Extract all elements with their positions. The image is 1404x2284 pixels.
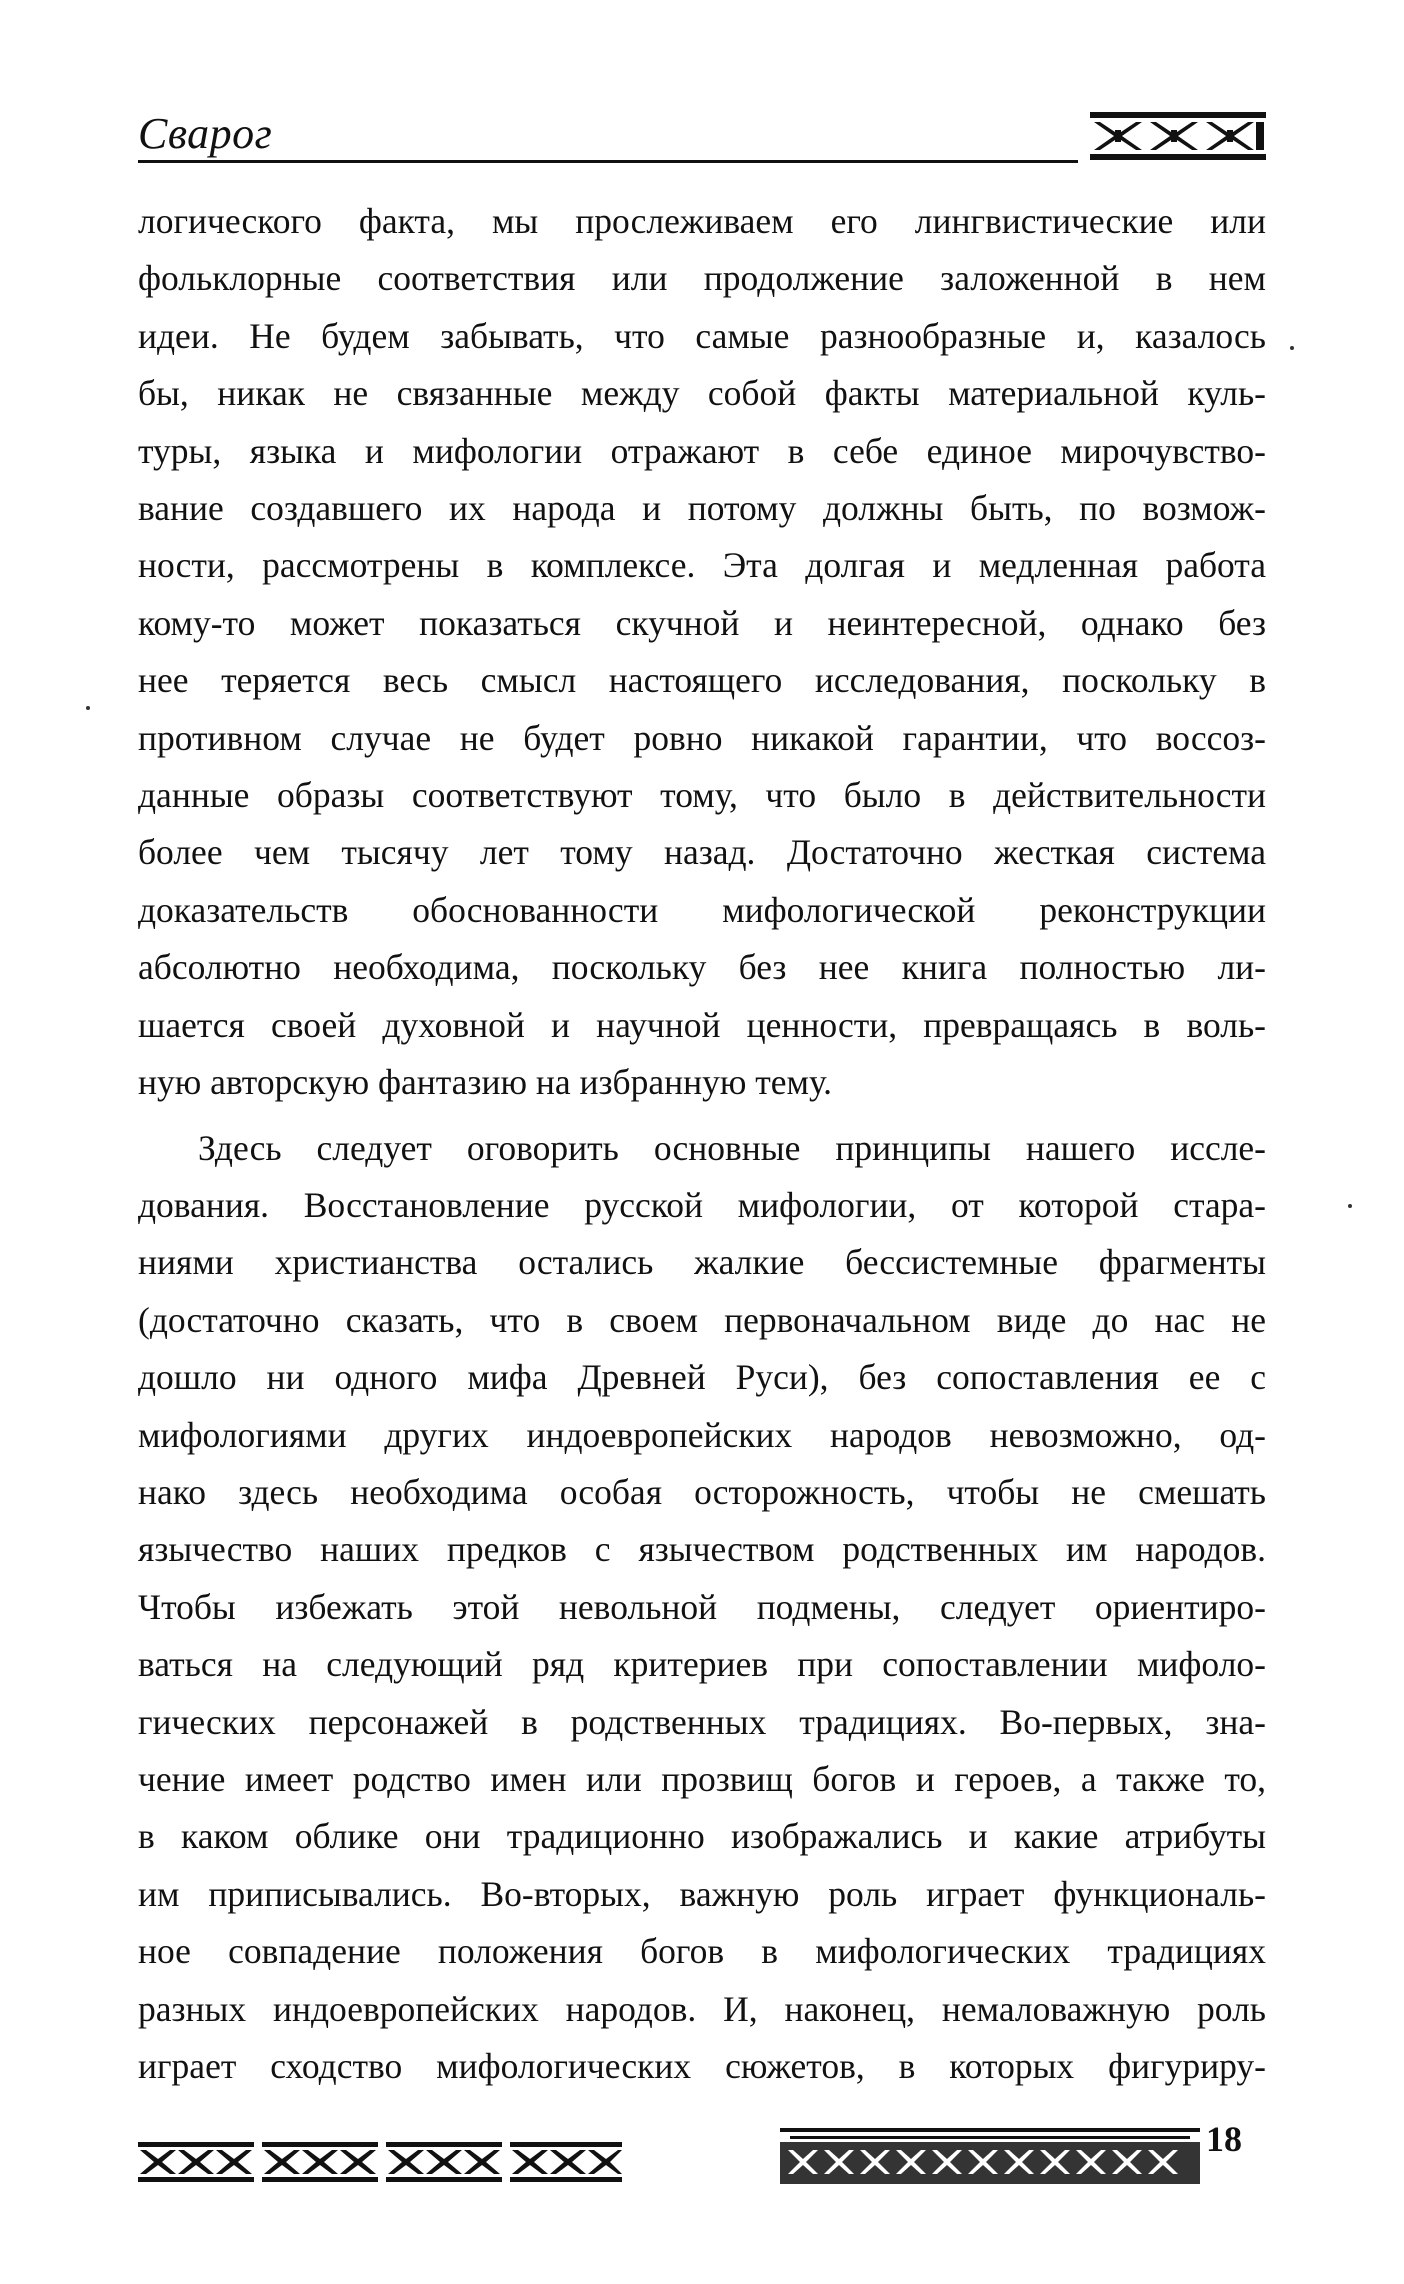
text-line: ное совпадение положения богов в мифологических традициях — [138, 1931, 1266, 1972]
text-line: им приписывались. Во-вторых, важную роль играет функциональ- — [138, 1873, 1266, 1914]
page-number: 18 — [1206, 2119, 1242, 2159]
text-line: разных индоевропейских народов. И, наконец, немаловажную роль — [138, 1988, 1266, 2029]
text-line: (достаточно сказать, что в своем первоначальном виде до нас не — [138, 1299, 1266, 1340]
text-line: более чем тысячу лет тому назад. Достаточно жесткая система — [138, 832, 1266, 873]
running-title: Сварог — [138, 109, 273, 158]
text-line: логического факта, мы прослеживаем его лингвистические или — [138, 201, 1266, 241]
footer-ornament-right-icon — [780, 2128, 1270, 2188]
text-line: ности, рассмотрены в комплексе. Эта долгая и медленная работа — [138, 545, 1266, 586]
text-line: ниями христианства остались жалкие бессистемные фрагменты — [138, 1242, 1266, 1283]
text-line: противном случае не будет ровно никакой гарантии, что воссоз- — [138, 717, 1266, 758]
paragraph-1 — [138, 193, 1266, 1112]
scan-speck — [1290, 346, 1294, 350]
text-line: Чтобы избежать этой невольной подмены, следует ориентиро- — [138, 1586, 1266, 1627]
text-line: нако здесь необходима особая осторожность, чтобы не смешать — [138, 1471, 1266, 1512]
text-line: кому-то может показаться скучной и неинтересной, однако без — [138, 602, 1266, 643]
footer-ornament-left-icon — [138, 2140, 622, 2184]
scan-speck — [86, 706, 90, 710]
text-line: абсолютно необходима, поскольку без нее книга полностью ли- — [138, 947, 1266, 988]
text-line: гических персонажей в родственных традициях. Во-первых, зна- — [138, 1701, 1266, 1742]
text-line: мифологиями других индоевропейских народов невозможно, од- — [138, 1414, 1266, 1455]
header-rule — [138, 160, 1078, 163]
text-line: ную авторскую фантазию на избранную тему. — [138, 1062, 833, 1103]
text-line: нее теряется весь смысл настоящего исследования, поскольку в — [138, 660, 1266, 701]
scan-speck — [1348, 1204, 1352, 1208]
text-line: играет сходство мифологических сюжетов, в которых фигуриру- — [138, 2046, 1266, 2086]
text-line: дования. Восстановление русской мифологии, от которой стара- — [138, 1184, 1266, 1225]
text-line: доказательств обоснованности мифологической реконструкции — [138, 889, 1266, 930]
body-text — [138, 193, 1266, 2095]
text-line: туры, языка и мифологии отражают в себе единое мирочувство- — [138, 430, 1266, 471]
text-line: бы, никак не связанные между собой факты материальной куль- — [138, 373, 1266, 414]
text-line: язычество наших предков с язычеством родственных им народов. — [138, 1529, 1266, 1570]
text-line: фольклорные соответствия или продолжение заложенной в нем — [138, 258, 1266, 299]
text-line: дошло ни одного мифа Древней Руси), без сопоставления ее с — [138, 1357, 1266, 1398]
paragraph-2 — [138, 1120, 1266, 2096]
text-line: шается своей духовной и научной ценности, превращаясь в воль- — [138, 1004, 1266, 1045]
text-line: Здесь следует оговорить основные принципы нашего иссле- — [198, 1127, 1266, 1168]
text-line: данные образы соответствуют тому, что было в действительности — [138, 775, 1266, 816]
text-line: вание создавшего их народа и потому должны быть, по возмож- — [138, 488, 1266, 529]
text-line: в каком облике они традиционно изображались и какие атрибуты — [138, 1816, 1266, 1857]
header-ornament-icon — [1090, 108, 1266, 164]
text-line: чение имеет родство имен или прозвищ богов и героев, а также то, — [138, 1758, 1266, 1799]
text-line: ваться на следующий ряд критериев при сопоставлении мифоло- — [138, 1644, 1266, 1685]
text-line: идеи. Не будем забывать, что самые разнообразные и, казалось — [138, 315, 1266, 356]
